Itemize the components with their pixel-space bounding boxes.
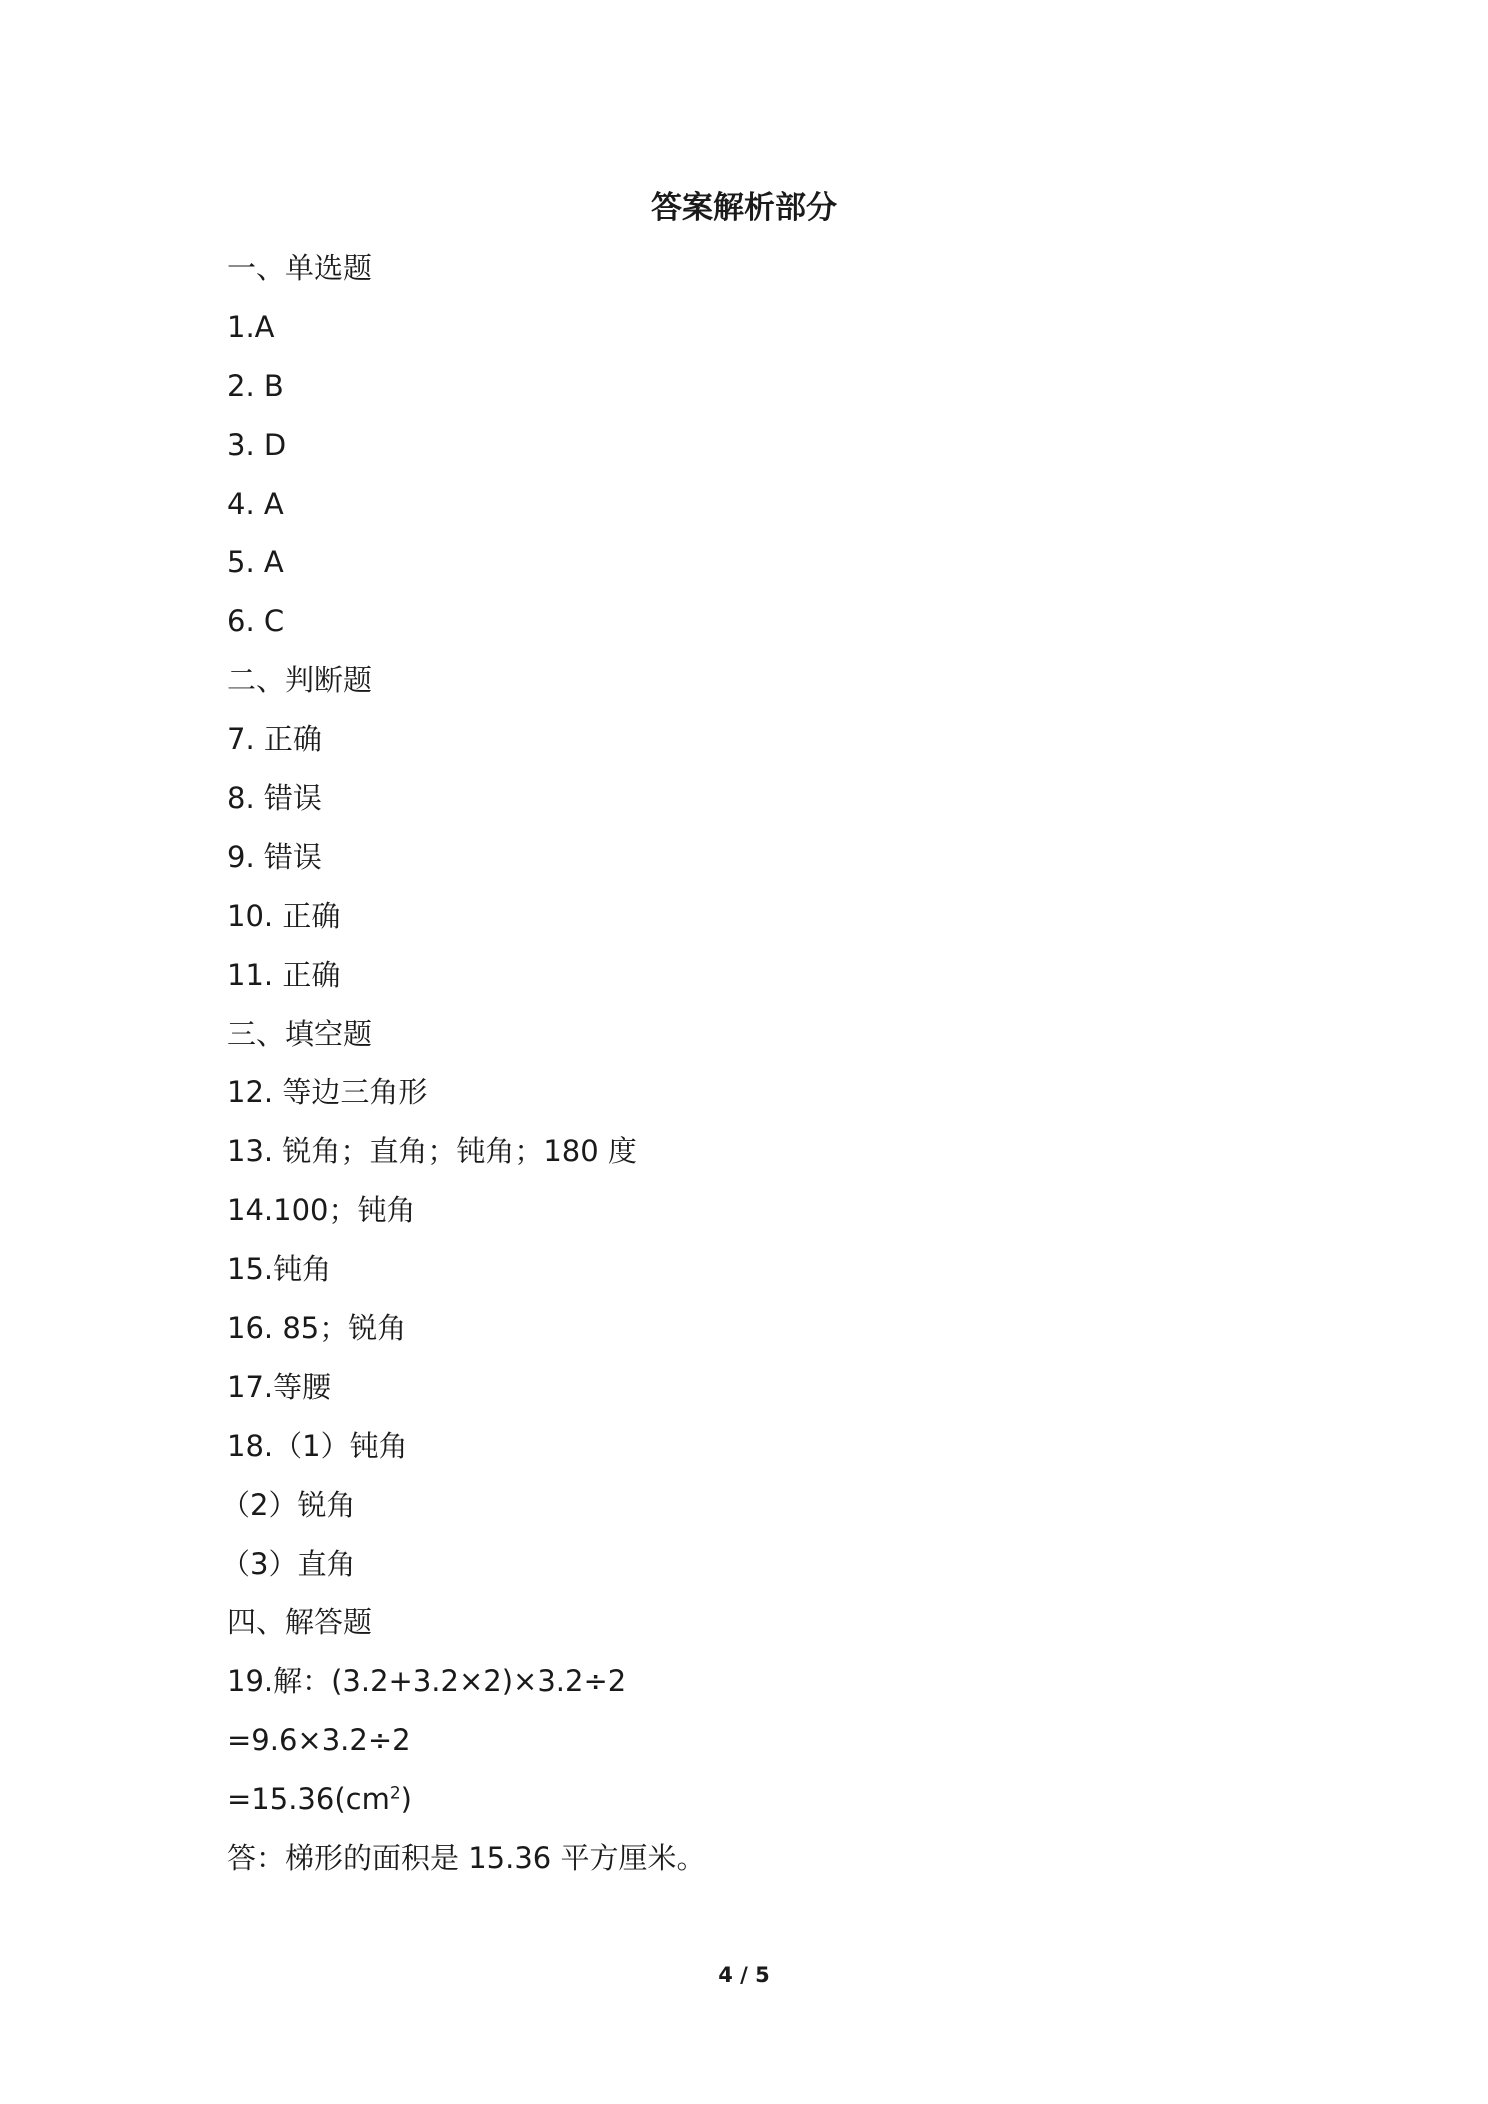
result-exponent: 2 (389, 1783, 401, 1804)
answer-3: 3. D (227, 427, 287, 462)
answer-8: 8. 错误 (227, 781, 322, 816)
answer-5: 5. A (227, 545, 284, 580)
answer-4: 4. A (227, 486, 284, 521)
page-title: 答案解析部分 (651, 190, 837, 226)
answer-19-conclusion: 答：梯形的面积是 15.36 平方厘米。 (227, 1841, 706, 1876)
answer-15: 15.钝角 (227, 1252, 332, 1287)
answer-6: 6. C (227, 604, 285, 639)
answer-12: 12. 等边三角形 (227, 1075, 428, 1110)
result-close: ) (400, 1782, 412, 1817)
answer-11: 11. 正确 (227, 957, 341, 992)
section-heading-true-false: 二、判断题 (227, 663, 373, 698)
answer-14: 14.100；钝角 (227, 1193, 416, 1228)
answer-18-part-2: （2）锐角 (221, 1487, 356, 1522)
answer-1: 1.A (227, 309, 275, 344)
answer-19-result (227, 1779, 1267, 1838)
answer-9: 9. 错误 (227, 839, 322, 874)
section-heading-fill-blank: 三、填空题 (227, 1016, 373, 1051)
answer-18-part-1: 18.（1）钝角 (227, 1428, 408, 1463)
answer-content (221, 248, 1267, 1897)
answer-16: 16. 85；锐角 (227, 1311, 407, 1346)
section-heading-single-choice: 一、单选题 (227, 251, 373, 285)
answer-19-step: =9.6×3.2÷2 (227, 1723, 411, 1758)
answer-13: 13. 锐角；直角；钝角；180 度 (227, 1134, 637, 1169)
answer-19-formula: 19.解：(3.2+3.2×2)×3.2÷2 (227, 1664, 627, 1699)
answer-2: 2. B (227, 368, 284, 403)
answer-17: 17.等腰 (227, 1369, 332, 1404)
section-heading-problem-solving: 四、解答题 (227, 1605, 373, 1640)
answer-7: 7. 正确 (227, 722, 322, 757)
answer-18-part-3: （3）直角 (221, 1546, 356, 1581)
result-value: =15.36(cm (227, 1782, 390, 1817)
answer-10: 10. 正确 (227, 898, 341, 933)
page-number: 4 / 5 (718, 1963, 770, 1987)
